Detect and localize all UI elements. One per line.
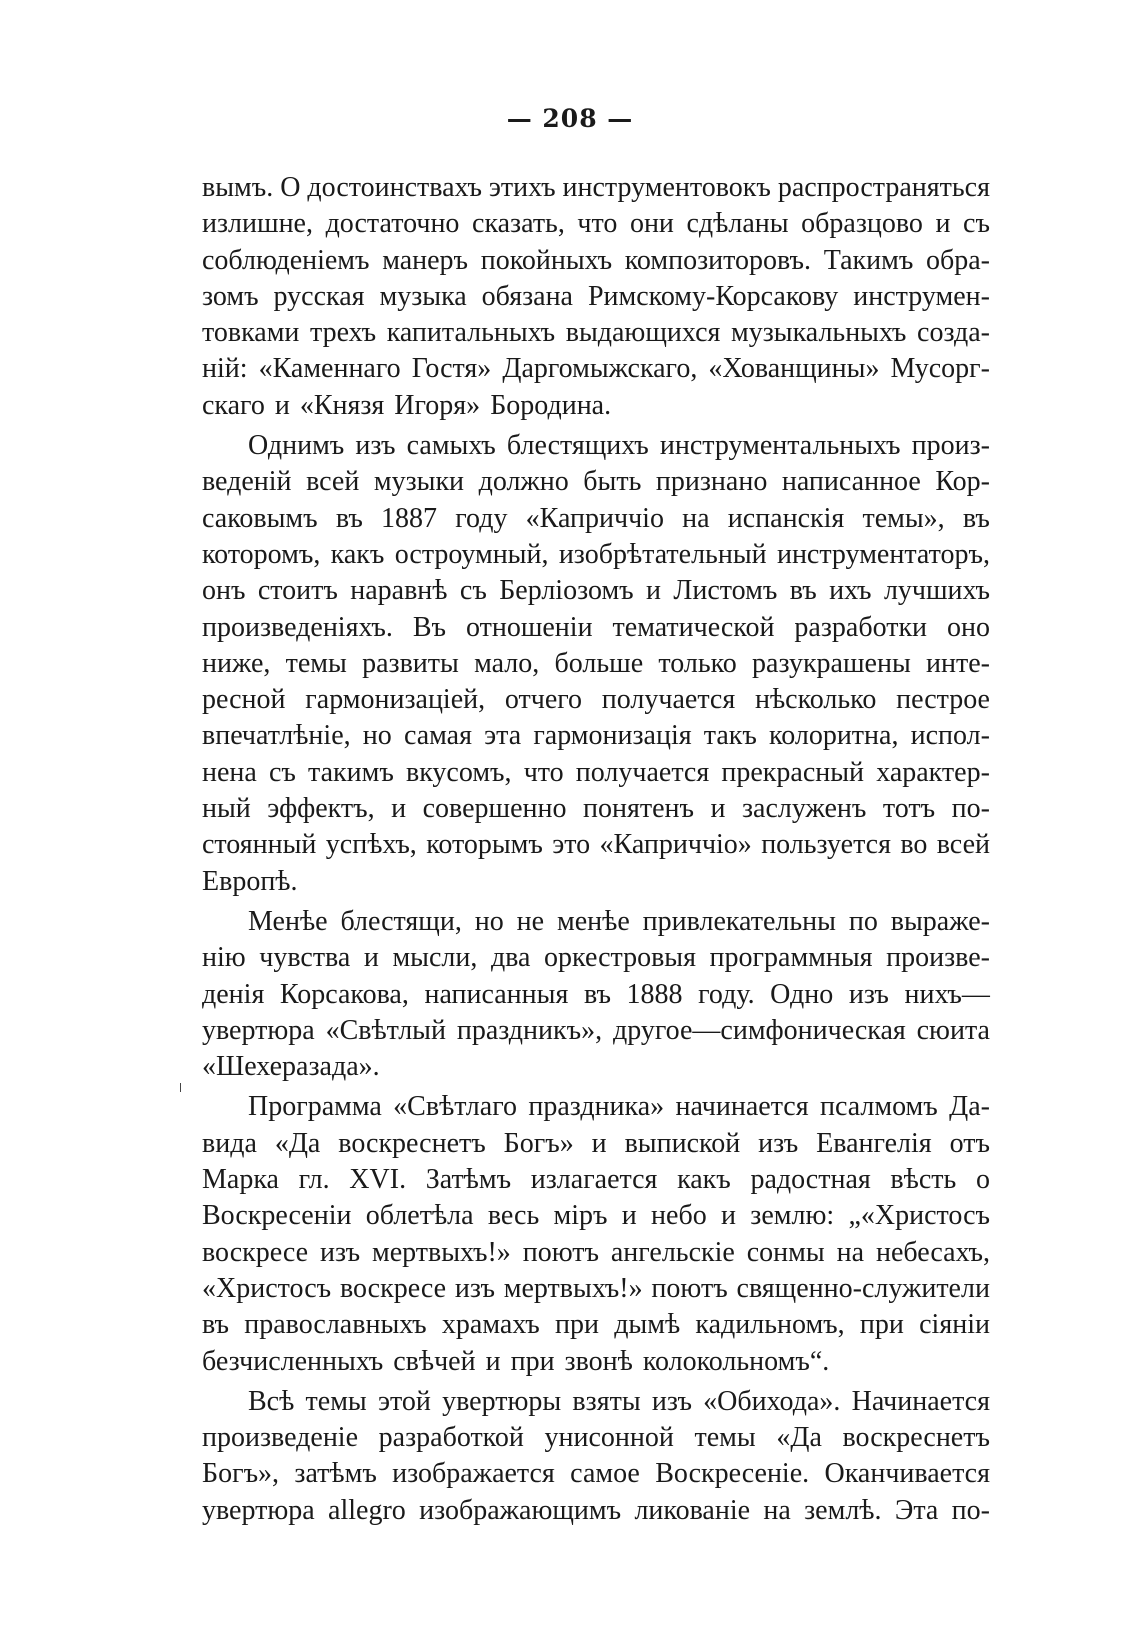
text-line: саковымъ въ 1887 году «Каприччіо на испанскія темы», въ — [202, 502, 990, 534]
body-text — [202, 170, 990, 1529]
paragraph — [202, 428, 990, 900]
stray-ink-mark — [180, 1083, 181, 1092]
text-line: стоянный успѣхъ, которымъ это «Каприччіо» пользуется во всей — [202, 829, 990, 861]
text-line: вымъ. О достоинствахъ этихъ инструментовокъ распространяться — [202, 172, 990, 203]
text-line: товками трехъ капитальныхъ выдающихся музыкальныхъ созда- — [202, 317, 990, 349]
text-line: онъ стоитъ наравнѣ съ Берліозомъ и Листомъ въ ихъ лучшихъ — [202, 575, 990, 607]
paragraph — [202, 1384, 990, 1529]
text-line: нена съ такимъ вкусомъ, что получается прекрасный характер- — [202, 756, 990, 788]
text-line: Марка гл. XVI. Затѣмъ излагается какъ радостная вѣсть о — [202, 1164, 990, 1196]
page-number: — 208 — — [506, 104, 634, 133]
text-line: «Христосъ воскресе изъ мертвыхъ!» поютъ священно-служители — [202, 1272, 990, 1304]
text-line: впечатлѣніе, но самая эта гармонизація такъ колоритна, испол- — [202, 720, 990, 752]
text-line: Богъ», затѣмъ изображается самое Воскресеніе. Оканчивается — [202, 1458, 990, 1490]
text-line: безчисленныхъ свѣчей и при звонѣ колокольномъ“. — [202, 1345, 830, 1377]
text-line: соблюденіемъ манеръ покойныхъ композиторовъ. Такимъ обра- — [202, 244, 990, 276]
paragraph — [202, 170, 990, 424]
text-line: «Шехеразада». — [202, 1051, 380, 1083]
text-line: воскресе изъ мертвыхъ!» поютъ ангельскіе сонмы на небесахъ, — [202, 1236, 990, 1268]
text-line: Всѣ темы этой увертюры взяты изъ «Обихода». Начинается — [248, 1385, 990, 1417]
text-line: произведеніе разработкой унисонной темы «Да воскреснетъ — [202, 1422, 990, 1454]
text-line: Программа «Свѣтлаго праздника» начинается псалмомъ Да- — [248, 1091, 990, 1123]
text-line: излишне, достаточно сказать, что они сдѣланы образцово и съ — [202, 208, 990, 240]
text-line: Европѣ. — [202, 865, 298, 897]
text-line: денія Корсакова, написанныя въ 1888 году. Одно изъ нихъ— — [202, 978, 990, 1010]
text-line: въ православныхъ храмахъ при дымѣ кадильномъ, при сіяніи — [202, 1309, 990, 1341]
text-line: увертюра allegro изображающимъ ликованіе на землѣ. Эта по- — [202, 1494, 990, 1526]
text-line: нію чувства и мысли, два оркестровыя программныя произве- — [202, 942, 990, 974]
text-line: вида «Да воскреснетъ Богъ» и выпиской изъ Евангелія отъ — [202, 1127, 990, 1159]
text-line: ниже, темы развиты мало, больше только разукрашены инте- — [202, 647, 990, 679]
text-line: которомъ, какъ остроумный, изобрѣтательный инструментаторъ, — [202, 538, 990, 570]
paragraph — [202, 1089, 990, 1379]
text-line: Менѣе блестящи, но не менѣе привлекательны по выраже- — [248, 905, 990, 937]
text-line: ній: «Каменнаго Гостя» Даргомыжскаго, «Хованщины» Мусорг- — [202, 353, 990, 385]
text-line: Воскресеніи облетѣла весь міръ и небо и землю: „«Христосъ — [202, 1200, 990, 1232]
text-line: произведеніяхъ. Въ отношеніи тематической разработки оно — [202, 611, 990, 643]
text-line: Однимъ изъ самыхъ блестящихъ инструментальныхъ произ- — [248, 430, 990, 462]
text-line: увертюра «Свѣтлый праздникъ», другое—симфоническая сюита — [202, 1014, 990, 1046]
text-line: ресной гармонизаціей, отчего получается нѣсколько пестрое — [202, 684, 990, 716]
text-line: веденій всей музыки должно быть признано написанное Кор- — [202, 466, 990, 498]
text-line: ный эффектъ, и совершенно понятенъ и заслуженъ тотъ по- — [202, 793, 990, 825]
paragraph — [202, 904, 990, 1085]
text-line: скаго и «Князя Игоря» Бородина. — [202, 389, 612, 421]
text-line: зомъ русская музыка обязана Римскому-Корсакову инструмен- — [202, 280, 990, 312]
